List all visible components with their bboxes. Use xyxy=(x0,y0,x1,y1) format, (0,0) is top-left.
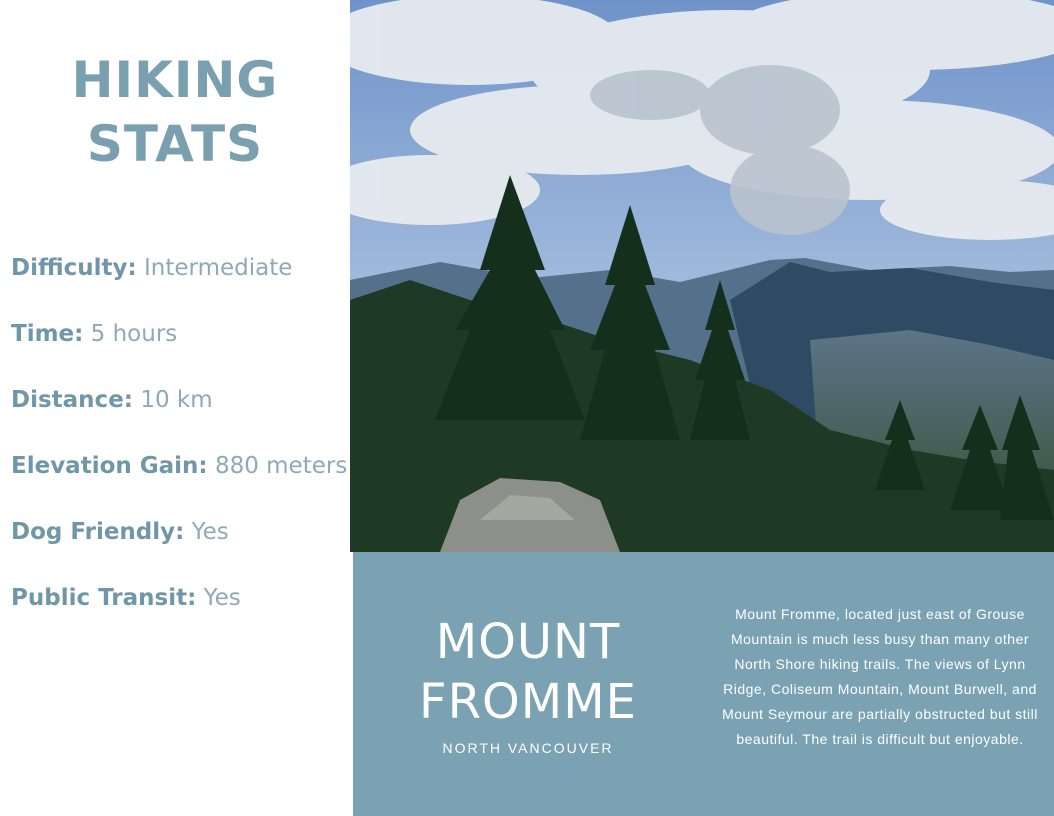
trail-name-line: MOUNT xyxy=(435,614,621,670)
stats-heading xyxy=(0,48,350,176)
stats-heading-line: HIKING xyxy=(71,51,279,109)
stat-value: 10 km xyxy=(140,387,213,413)
trail-name xyxy=(393,612,663,732)
stat-value: 5 hours xyxy=(90,321,178,347)
stat-dog-friendly xyxy=(11,516,347,582)
stat-time xyxy=(11,318,347,384)
stats-list xyxy=(11,252,347,648)
stat-value: 880 meters xyxy=(214,453,348,479)
hiking-stats-panel xyxy=(0,0,350,816)
stat-label: Difficulty: xyxy=(11,255,137,281)
stats-heading-line: STATS xyxy=(86,115,264,173)
stat-distance xyxy=(11,384,347,450)
stat-value: Intermediate xyxy=(144,255,293,281)
trail-info-panel xyxy=(353,552,1054,816)
stat-value: Yes xyxy=(203,585,241,611)
stat-label: Distance: xyxy=(11,387,133,413)
stat-public-transit xyxy=(11,582,347,648)
stat-label: Public Transit: xyxy=(11,585,197,611)
stat-value: Yes xyxy=(191,519,229,545)
stat-elevation-gain xyxy=(11,450,347,516)
mountain-landscape-photo xyxy=(350,0,1054,552)
trail-name-line: FROMME xyxy=(419,674,637,730)
stat-label: Elevation Gain: xyxy=(11,453,208,479)
stat-label: Time: xyxy=(11,321,84,347)
stat-label: Dog Friendly: xyxy=(11,519,185,545)
trail-description: Mount Fromme, located just east of Grouse Mountain is much less busy than many other North Shore hiking trails. The views of Lynn Ridge, Coliseum Mountain, Mount Burwell, and Mount Seymour are partially obstructed but still beautiful. The trail is difficult but enjoyable. xyxy=(722,606,1038,747)
stat-difficulty xyxy=(11,252,347,318)
trail-location: NORTH VANCOUVER xyxy=(442,740,614,756)
